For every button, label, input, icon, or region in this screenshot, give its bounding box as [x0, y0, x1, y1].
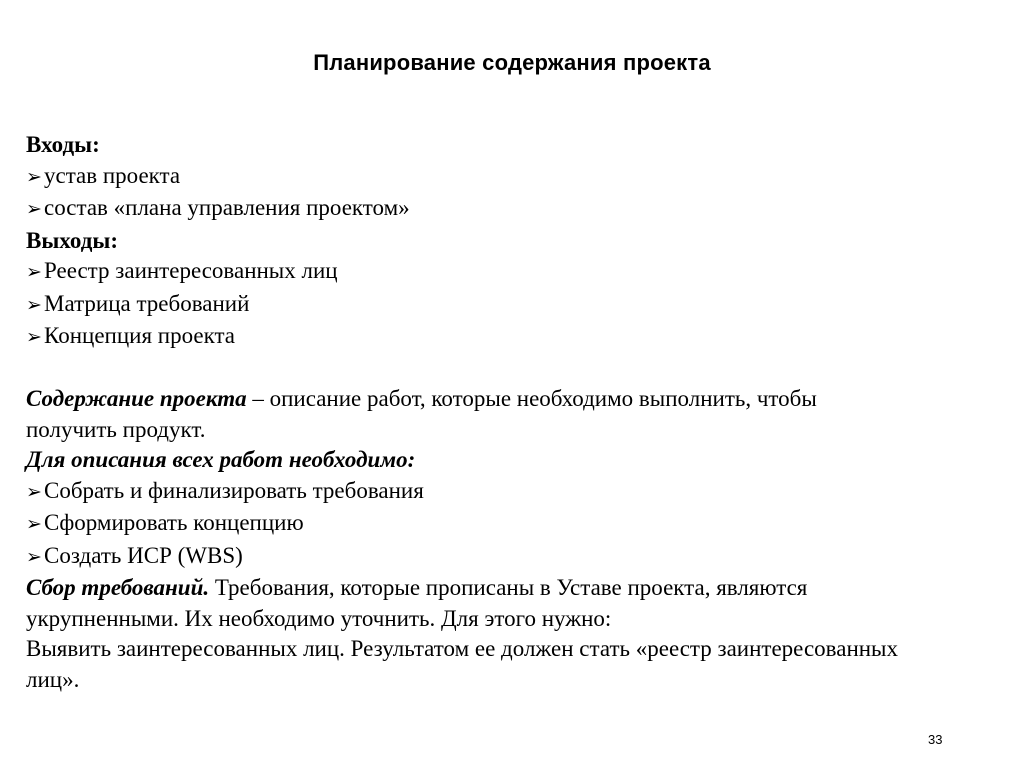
slide-body: [26, 130, 1011, 695]
requirements-line: укрупненными. Их необходимо уточнить. Для этого нужно:: [26, 605, 612, 631]
arrowhead-bullet-icon: ➢: [26, 294, 42, 316]
list-item: ➢Реестр заинтересованных лиц: [26, 256, 1011, 289]
definition-paragraph: Содержание проекта – описание работ, которые необходимо выполнить, чтобы: [26, 386, 817, 411]
slide-title: Планирование содержания проекта: [313, 50, 711, 75]
arrowhead-bullet-icon: ➢: [26, 327, 42, 348]
arrowhead-bullet-icon: ➢: [26, 481, 42, 503]
list-item: ➢Собрать и финализировать требования: [26, 476, 1011, 509]
outputs-heading: Выходы:: [26, 227, 119, 253]
requirements-term: Сбор требований.: [26, 575, 210, 600]
list-item: ➢Сформировать концепцию: [26, 508, 1011, 541]
requirements-line: Выявить заинтересованных лиц. Результатом ее должен стать «реестр заинтересованных: [26, 636, 899, 661]
page-number: 33: [928, 732, 943, 747]
inputs-heading: Входы:: [26, 132, 100, 157]
required-heading: Для описания всех работ необходимо:: [26, 447, 416, 472]
definition-continuation: получить продукт.: [26, 416, 206, 442]
arrowhead-bullet-icon: ➢: [26, 262, 42, 283]
list-item: ➢устав проекта: [26, 161, 1011, 194]
spacer: [26, 354, 1011, 385]
arrowhead-bullet-icon: ➢: [26, 199, 42, 220]
list-item: ➢Создать ИСР (WBS): [26, 541, 1011, 574]
list-item: ➢Матрица требований: [26, 289, 1011, 322]
definition-term: Содержание проекта: [26, 386, 247, 411]
requirements-line: лиц».: [26, 666, 80, 692]
arrowhead-bullet-icon: ➢: [26, 546, 42, 568]
requirements-paragraph: Сбор требований. Требования, которые прописаны в Уставе проекта, являются: [26, 575, 808, 600]
list-item: ➢состав «плана управления проектом»: [26, 193, 1011, 226]
arrowhead-bullet-icon: ➢: [26, 166, 42, 188]
arrowhead-bullet-icon: ➢: [26, 514, 42, 535]
list-item: ➢Концепция проекта: [26, 321, 1011, 354]
